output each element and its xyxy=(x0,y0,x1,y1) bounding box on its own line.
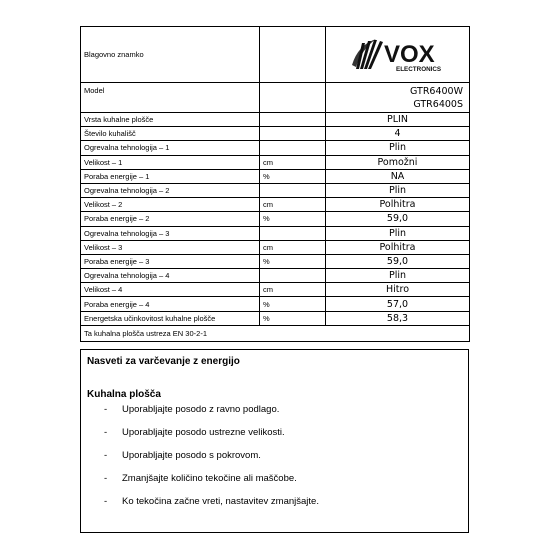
model-row xyxy=(81,83,470,113)
model-values xyxy=(326,83,470,113)
row-value: Plin xyxy=(326,183,470,197)
row-value: PLIN xyxy=(326,113,470,127)
row-value: 4 xyxy=(326,127,470,141)
row-unit xyxy=(260,141,326,155)
brand-row xyxy=(81,27,470,83)
dash-bullet: - xyxy=(104,404,108,415)
dash-bullet: - xyxy=(104,427,108,438)
energy-tips-box xyxy=(80,349,469,533)
table-row xyxy=(81,297,470,311)
row-label: Velikost – 2 xyxy=(81,198,260,212)
table-row xyxy=(81,269,470,283)
row-label: Velikost – 3 xyxy=(81,240,260,254)
row-unit: cm xyxy=(260,240,326,254)
list-item xyxy=(104,450,462,473)
row-unit xyxy=(260,183,326,197)
row-label: Velikost – 1 xyxy=(81,155,260,169)
list-item xyxy=(104,473,462,496)
table-row xyxy=(81,127,470,141)
dash-bullet: - xyxy=(104,450,108,461)
dash-bullet: - xyxy=(104,473,108,484)
row-label: Poraba energije – 4 xyxy=(81,297,260,311)
table-row xyxy=(81,212,470,226)
row-value: Plin xyxy=(326,226,470,240)
row-value: Polhitra xyxy=(326,198,470,212)
standard-note-row xyxy=(81,325,470,341)
brand-unit-cell xyxy=(260,27,326,83)
row-value: NA xyxy=(326,169,470,183)
table-row xyxy=(81,226,470,240)
row-value: Polhitra xyxy=(326,240,470,254)
row-value: Plin xyxy=(326,269,470,283)
model-label: Model xyxy=(81,83,260,113)
table-row xyxy=(81,198,470,212)
list-item xyxy=(104,427,462,450)
tip-text: Zmanjšajte količino tekočine ali maščobe. xyxy=(122,473,297,484)
table-row xyxy=(81,283,470,297)
row-unit: cm xyxy=(260,155,326,169)
row-unit: % xyxy=(260,297,326,311)
row-label: Ogrevalna tehnologija – 2 xyxy=(81,183,260,197)
brand-label: Blagovno znamko xyxy=(81,27,260,83)
table-row xyxy=(81,240,470,254)
row-unit: cm xyxy=(260,283,326,297)
list-item xyxy=(104,404,462,427)
brand-logo-cell xyxy=(326,27,470,83)
tip-text: Ko tekočina začne vreti, nastavitev zmanjšajte. xyxy=(122,496,319,507)
row-unit xyxy=(260,127,326,141)
row-value: 57,0 xyxy=(326,297,470,311)
logo-word: VOX xyxy=(383,40,435,68)
row-unit: % xyxy=(260,254,326,268)
tip-text: Uporabljajte posodo ustrezne velikosti. xyxy=(122,427,285,438)
row-label: Število kuhališč xyxy=(81,127,260,141)
dash-bullet: - xyxy=(104,496,108,507)
vox-logo xyxy=(329,27,466,82)
tips-section-title: Kuhalna plošča xyxy=(87,389,161,400)
row-label: Vrsta kuhalne plošče xyxy=(81,113,260,127)
row-unit: % xyxy=(260,169,326,183)
row-label: Ogrevalna tehnologija – 1 xyxy=(81,141,260,155)
row-label: Poraba energije – 2 xyxy=(81,212,260,226)
row-label: Energetska učinkovitost kuhalne plošče xyxy=(81,311,260,325)
model-value-1: GTR6400W xyxy=(410,86,463,97)
tips-list xyxy=(104,404,462,519)
row-value: 59,0 xyxy=(326,254,470,268)
tip-text: Uporabljajte posodo s pokrovom. xyxy=(122,450,261,461)
row-unit xyxy=(260,269,326,283)
row-value: Hitro xyxy=(326,283,470,297)
table-row xyxy=(81,254,470,268)
logo-sub: ELECTRONICS xyxy=(395,65,441,73)
product-info-table xyxy=(80,26,470,342)
row-label: Velikost – 4 xyxy=(81,283,260,297)
row-value: 58,3 xyxy=(326,311,470,325)
row-unit xyxy=(260,226,326,240)
row-label: Poraba energije – 3 xyxy=(81,254,260,268)
vox-logo-icon xyxy=(350,35,446,75)
model-unit-cell xyxy=(260,83,326,113)
row-label: Ogrevalna tehnologija – 4 xyxy=(81,269,260,283)
tip-text: Uporabljajte posodo z ravno podlago. xyxy=(122,404,280,415)
table-row xyxy=(81,155,470,169)
table-row xyxy=(81,311,470,325)
row-unit xyxy=(260,113,326,127)
row-unit: % xyxy=(260,311,326,325)
tips-title: Nasveti za varčevanje z energijo xyxy=(87,356,240,367)
row-label: Poraba energije – 1 xyxy=(81,169,260,183)
model-value-2: GTR6400S xyxy=(413,99,463,110)
list-item xyxy=(104,496,462,519)
table-row xyxy=(81,169,470,183)
table-row xyxy=(81,141,470,155)
row-value: 59,0 xyxy=(326,212,470,226)
row-value: Pomožni xyxy=(326,155,470,169)
row-label: Ogrevalna tehnologija – 3 xyxy=(81,226,260,240)
row-unit: % xyxy=(260,212,326,226)
row-value: Plin xyxy=(326,141,470,155)
table-row xyxy=(81,183,470,197)
table-row xyxy=(81,113,470,127)
row-unit: cm xyxy=(260,198,326,212)
standard-note: Ta kuhalna plošča ustreza EN 30-2-1 xyxy=(81,325,470,341)
